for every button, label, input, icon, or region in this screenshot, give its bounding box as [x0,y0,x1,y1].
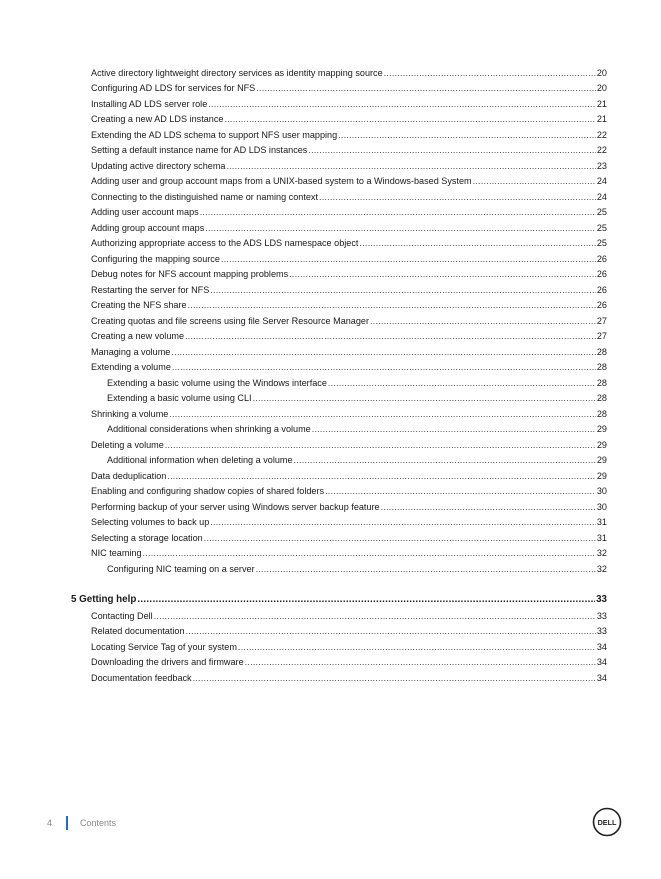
toc-entry-title: NIC teaming [91,548,142,558]
toc-dot-leader [188,300,596,311]
toc-entry-title: Adding group account maps [91,222,205,233]
toc-list [0,63,661,575]
toc-entry-title: Debug notes for NFS account mapping problems [91,269,289,279]
toc-entry[interactable] [0,668,607,684]
toc-dot-leader [210,517,596,528]
toc-entry[interactable] [0,497,607,513]
toc-entry-title: Creating a new volume [91,331,185,341]
toc-entry-title: Adding user account maps [91,207,199,217]
toc-entry-title: Extending a volume [91,362,171,372]
toc-entry-title: Downloading the drivers and firmware [91,657,244,667]
toc-dot-leader [294,455,596,466]
toc-entry-page: 23 [596,160,607,171]
page-footer [0,812,661,836]
toc-entry-page: 25 [596,222,607,233]
toc-entry-page: 34 [596,657,607,667]
toc-entry-title: Creating quotas and file screens using file Server Resource Manager [91,315,370,326]
toc-entry-title: Adding user and group account maps from a UNIX-based system to a Windows-based System [91,176,472,186]
toc-entry-page: 24 [596,176,607,186]
toc-entry-page: 21 [596,114,607,124]
toc-dot-leader [205,223,596,234]
toc-entry-title: Creating the NFS share [91,300,187,310]
toc-entry-title: Enabling and configuring shadow copies of shared folders [91,486,325,496]
toc-entry[interactable] [0,358,607,374]
toc-entry-page: 25 [596,238,607,248]
toc-dot-leader [167,471,596,482]
toc-entry-title: Connecting to the distinguished name or naming context [91,191,318,202]
toc-entry[interactable] [0,63,607,79]
toc-entry-title: Extending the AD LDS schema to support NFS user mapping [91,129,338,140]
toc-chapter-title: 5 Getting help [71,594,137,605]
toc-entry-page: 24 [596,191,607,202]
toc-entry[interactable] [0,342,607,358]
toc-dot-leader [208,99,596,110]
toc-entry-title: Updating active directory schema [91,160,226,171]
toc-entry-title: Deleting a volume [91,439,164,450]
toc-entry[interactable] [0,311,607,327]
toc-dot-leader [370,316,596,327]
toc-entry-title: Configuring NIC teaming on a server [107,563,255,574]
toc-entry-page: 34 [596,672,607,683]
toc-entry-page: 34 [596,641,607,652]
toc-entry-page: 33 [596,610,607,621]
toc-entry-title: Documentation feedback [91,672,192,683]
toc-entry[interactable] [0,637,607,653]
toc-entry-title: Locating Service Tag of your system [91,641,237,652]
toc-entry[interactable] [0,466,607,482]
toc-entry-page: 22 [596,129,607,140]
toc-entry-page: 29 [596,439,607,450]
toc-dot-leader [253,393,596,404]
toc-entry-title: Authorizing appropriate access to the ADS LDS namespace object [91,238,359,248]
toc-entry-title: Installing AD LDS server role [91,98,208,109]
toc-dot-leader [210,285,596,296]
toc-entry[interactable] [0,559,607,575]
toc-entry-page: 28 [596,393,607,403]
toc-entry[interactable] [0,79,607,95]
toc-entry-title: Contacting Dell [91,610,153,621]
toc-entry[interactable] [0,296,607,312]
toc-entry-title: Additional information when deleting a volume [107,455,293,465]
toc-entry-page: 28 [596,346,607,357]
toc-dot-leader [325,486,596,497]
toc-entry-title: Creating a new AD LDS instance [91,114,224,124]
dell-logo-icon [592,807,622,837]
toc-entry-page: 22 [596,145,607,155]
toc-entry-title: Additional considerations when shrinking a volume [107,424,311,434]
toc-dot-leader [172,362,596,373]
toc-entry-page: 31 [596,532,607,543]
toc-entry-page: 26 [596,284,607,295]
footer-divider [66,816,68,830]
toc-entry[interactable] [0,141,607,157]
toc-entry[interactable] [0,218,607,234]
toc-entry-page: 30 [596,501,607,512]
toc-entry[interactable] [0,606,607,622]
toc-entry-page: 29 [596,424,607,434]
toc-entry[interactable] [0,653,607,669]
toc-entry-title: Configuring the mapping source [91,253,220,264]
toc-entry-page: 28 [596,377,607,388]
footer-section-title: Contents [80,818,117,828]
toc-entry-title: Setting a default instance name for AD LDS instances [91,145,308,155]
toc-entry[interactable] [0,622,607,638]
toc-entry-page: 27 [596,315,607,326]
toc-dot-leader [185,331,596,342]
toc-chapter-heading[interactable] [0,590,607,606]
toc-entry-title: Extending a basic volume using CLI [107,393,252,403]
toc-entry[interactable] [0,94,607,110]
toc-chapter-list [0,606,661,684]
toc-entry[interactable] [0,544,607,560]
toc-dot-leader [256,83,596,94]
toc-entry[interactable] [0,389,607,405]
toc-entry-title: Performing backup of your server using Windows server backup feature [91,501,380,512]
toc-entry[interactable] [0,327,607,343]
toc-dot-leader [169,409,596,420]
toc-dot-leader [319,192,596,203]
toc-entry[interactable] [0,265,607,281]
toc-entry-page: 26 [596,300,607,310]
toc-entry[interactable] [0,249,607,265]
toc-entry-page: 28 [596,362,607,372]
toc-entry-page: 33 [596,626,607,636]
toc-entry-title: Configuring AD LDS for services for NFS [91,83,256,93]
toc-entry[interactable] [0,373,607,389]
toc-dot-leader [221,254,596,265]
toc-entry[interactable] [0,280,607,296]
toc-entry-title: Selecting volumes to back up [91,517,210,527]
toc-dot-leader [204,533,596,544]
toc-entry-page: 30 [596,486,607,496]
toc-entry[interactable] [0,451,607,467]
toc-dot-leader [256,564,596,575]
toc-entry[interactable] [0,187,607,203]
toc-dot-leader [200,207,596,218]
toc-entry-title: Managing a volume [91,346,171,357]
toc-dot-leader [193,673,596,684]
toc-entry-title: Extending a basic volume using the Windows interface [107,377,327,388]
toc-dot-leader [381,502,596,513]
toc-entry-page: 21 [596,98,607,109]
toc-entry-page: 25 [596,207,607,217]
toc-dot-leader [384,68,596,79]
toc-entry[interactable] [0,435,607,451]
toc-dot-leader [359,238,595,249]
toc-dot-leader [226,161,595,172]
toc-entry-title: Restarting the server for NFS [91,284,210,295]
toc-entry-page: 32 [596,563,607,574]
toc-entry[interactable] [0,234,607,250]
toc-entry[interactable] [0,125,607,141]
toc-entry-page: 26 [596,269,607,279]
toc-entry-title: Data deduplication [91,470,167,481]
toc-entry-page: 28 [596,408,607,419]
toc-dot-leader [338,130,596,141]
toc-entry[interactable] [0,110,607,126]
toc-entry-title: Shrinking a volume [91,408,169,419]
toc-entry[interactable] [0,513,607,529]
toc-entry-title: Selecting a storage location [91,532,203,543]
toc-dot-leader [171,347,596,358]
toc-dot-leader [289,269,596,280]
toc-dot-leader [186,626,596,637]
toc-dot-leader [224,114,595,125]
toc-chapter-page: 33 [596,594,607,605]
toc-entry-title: Related documentation [91,626,185,636]
toc-entry-page: 29 [596,470,607,481]
toc-dot-leader [312,424,596,435]
toc-dot-leader [308,145,596,156]
toc-dot-leader [328,378,596,389]
toc-dot-leader [238,642,596,653]
toc-entry-page: 20 [596,67,607,78]
footer-page-number: 4 [47,818,53,828]
toc-entry-page: 29 [596,455,607,465]
toc-dot-leader [165,440,596,451]
toc-entry-title: Active directory lightweight directory services as identity mapping source [91,67,383,78]
toc-entry[interactable] [0,404,607,420]
toc-entry[interactable] [0,203,607,219]
toc-dot-leader [245,657,596,668]
toc-entry[interactable] [0,172,607,188]
toc-entry-page: 32 [596,548,607,558]
toc-dot-leader [143,548,596,559]
toc-dot-leader [473,176,596,187]
toc-entry-page: 20 [596,83,607,93]
toc-entry[interactable] [0,420,607,436]
toc-entry[interactable] [0,156,607,172]
toc-dot-leader [137,594,595,606]
toc-entry[interactable] [0,482,607,498]
toc-entry-page: 26 [596,253,607,264]
toc-dot-leader [154,611,596,622]
dell-logo-text: DELL [597,817,617,827]
toc-entry-page: 27 [596,331,607,341]
toc-entry[interactable] [0,528,607,544]
toc-entry-page: 31 [596,517,607,527]
